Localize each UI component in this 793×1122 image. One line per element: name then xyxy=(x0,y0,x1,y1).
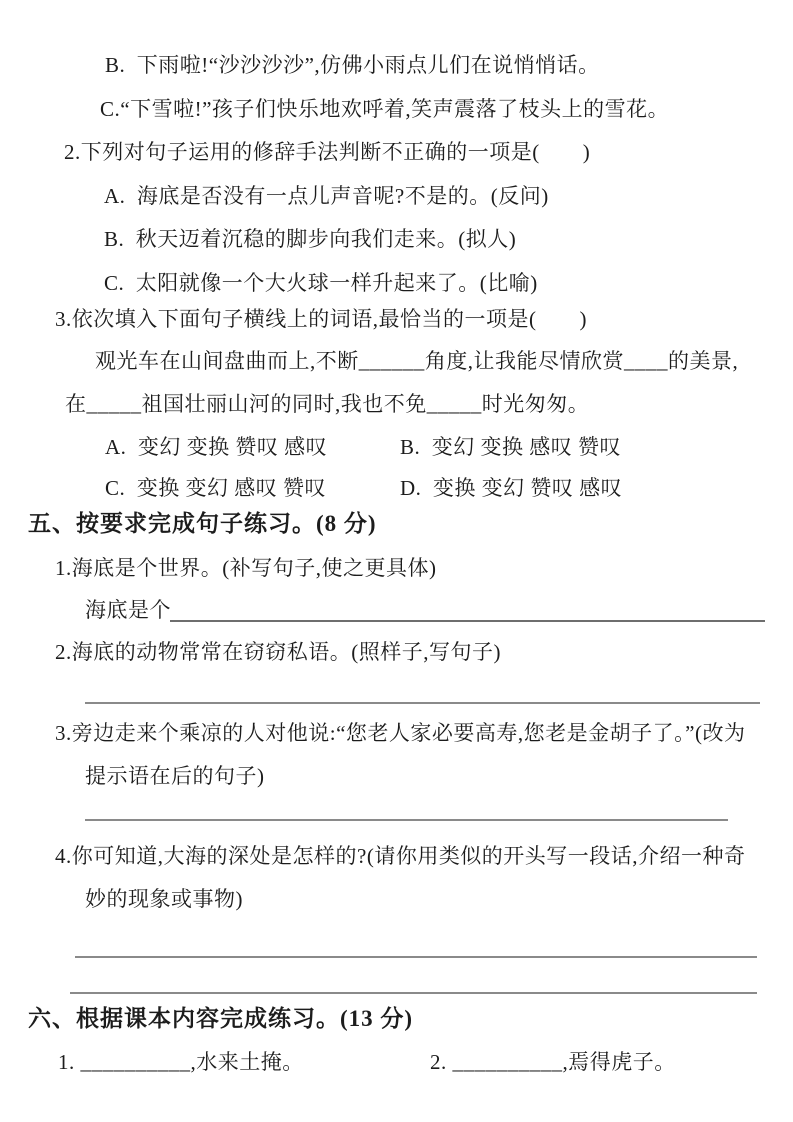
q2-option-c: C. 太阳就像一个大火球一样升起来了。(比喻) xyxy=(104,271,538,295)
q3-option-c: C. 变换 变幻 感叹 赞叹 xyxy=(105,476,327,500)
s5-q1-answer-line xyxy=(170,620,765,622)
s5-q3-answer-line xyxy=(85,819,728,821)
q3-stem: 3.依次填入下面句子横线上的词语,最恰当的一项是( ) xyxy=(55,307,587,331)
q2-option-a: A. 海底是否没有一点儿声音呢?不是的。(反问) xyxy=(104,184,549,208)
section6-title: 六、根据课本内容完成练习。(13 分) xyxy=(28,1006,414,1031)
s5-q2-stem: 2.海底的动物常常在窃窃私语。(照样子,写句子) xyxy=(55,640,501,664)
section5-title: 五、按要求完成句子练习。(8 分) xyxy=(28,511,377,536)
q2-option-b: B. 秋天迈着沉稳的脚步向我们走来。(拟人) xyxy=(104,227,517,251)
s5-q4-stem-line1: 4.你可知道,大海的深处是怎样的?(请你用类似的开头写一段话,介绍一种奇 xyxy=(55,844,746,868)
s5-q2-answer-line xyxy=(85,702,760,704)
s6-q1: 1. __________,水来土掩。 xyxy=(58,1050,304,1074)
q2-stem: 2.下列对句子运用的修辞手法判断不正确的一项是( ) xyxy=(64,140,591,164)
s5-q1-stem: 1.海底是个世界。(补写句子,使之更具体) xyxy=(55,556,437,580)
q1-option-b: B. 下雨啦!“沙沙沙沙”,仿佛小雨点儿们在说悄悄话。 xyxy=(105,53,600,77)
s5-q3-stem-line2: 提示语在后的句子) xyxy=(85,764,265,788)
s5-q4-stem-line2: 妙的现象或事物) xyxy=(85,887,243,911)
s5-q4-answer-line-2 xyxy=(70,992,757,994)
s5-q1-answer-prefix: 海底是个 xyxy=(85,598,171,622)
q3-passage-line2: 在_____祖国壮丽山河的同时,我也不免_____时光匆匆。 xyxy=(65,392,590,416)
s5-q4-answer-line-1 xyxy=(75,956,757,958)
s5-q3-stem-line1: 3.旁边走来个乘凉的人对他说:“您老人家必要高寿,您老是金胡子了。”(改为 xyxy=(55,721,746,745)
q3-passage-line1: 观光车在山间盘曲而上,不断______角度,让我能尽情欣赏____的美景, xyxy=(95,349,739,373)
q3-option-b: B. 变幻 变换 感叹 赞叹 xyxy=(400,435,622,459)
q3-option-d: D. 变换 变幻 赞叹 感叹 xyxy=(400,476,623,500)
s6-q2: 2. __________,焉得虎子。 xyxy=(430,1050,676,1074)
q3-option-a: A. 变幻 变换 赞叹 感叹 xyxy=(105,435,328,459)
q1-option-c: C.“下雪啦!”孩子们快乐地欢呼着,笑声震落了枝头上的雪花。 xyxy=(100,97,670,121)
